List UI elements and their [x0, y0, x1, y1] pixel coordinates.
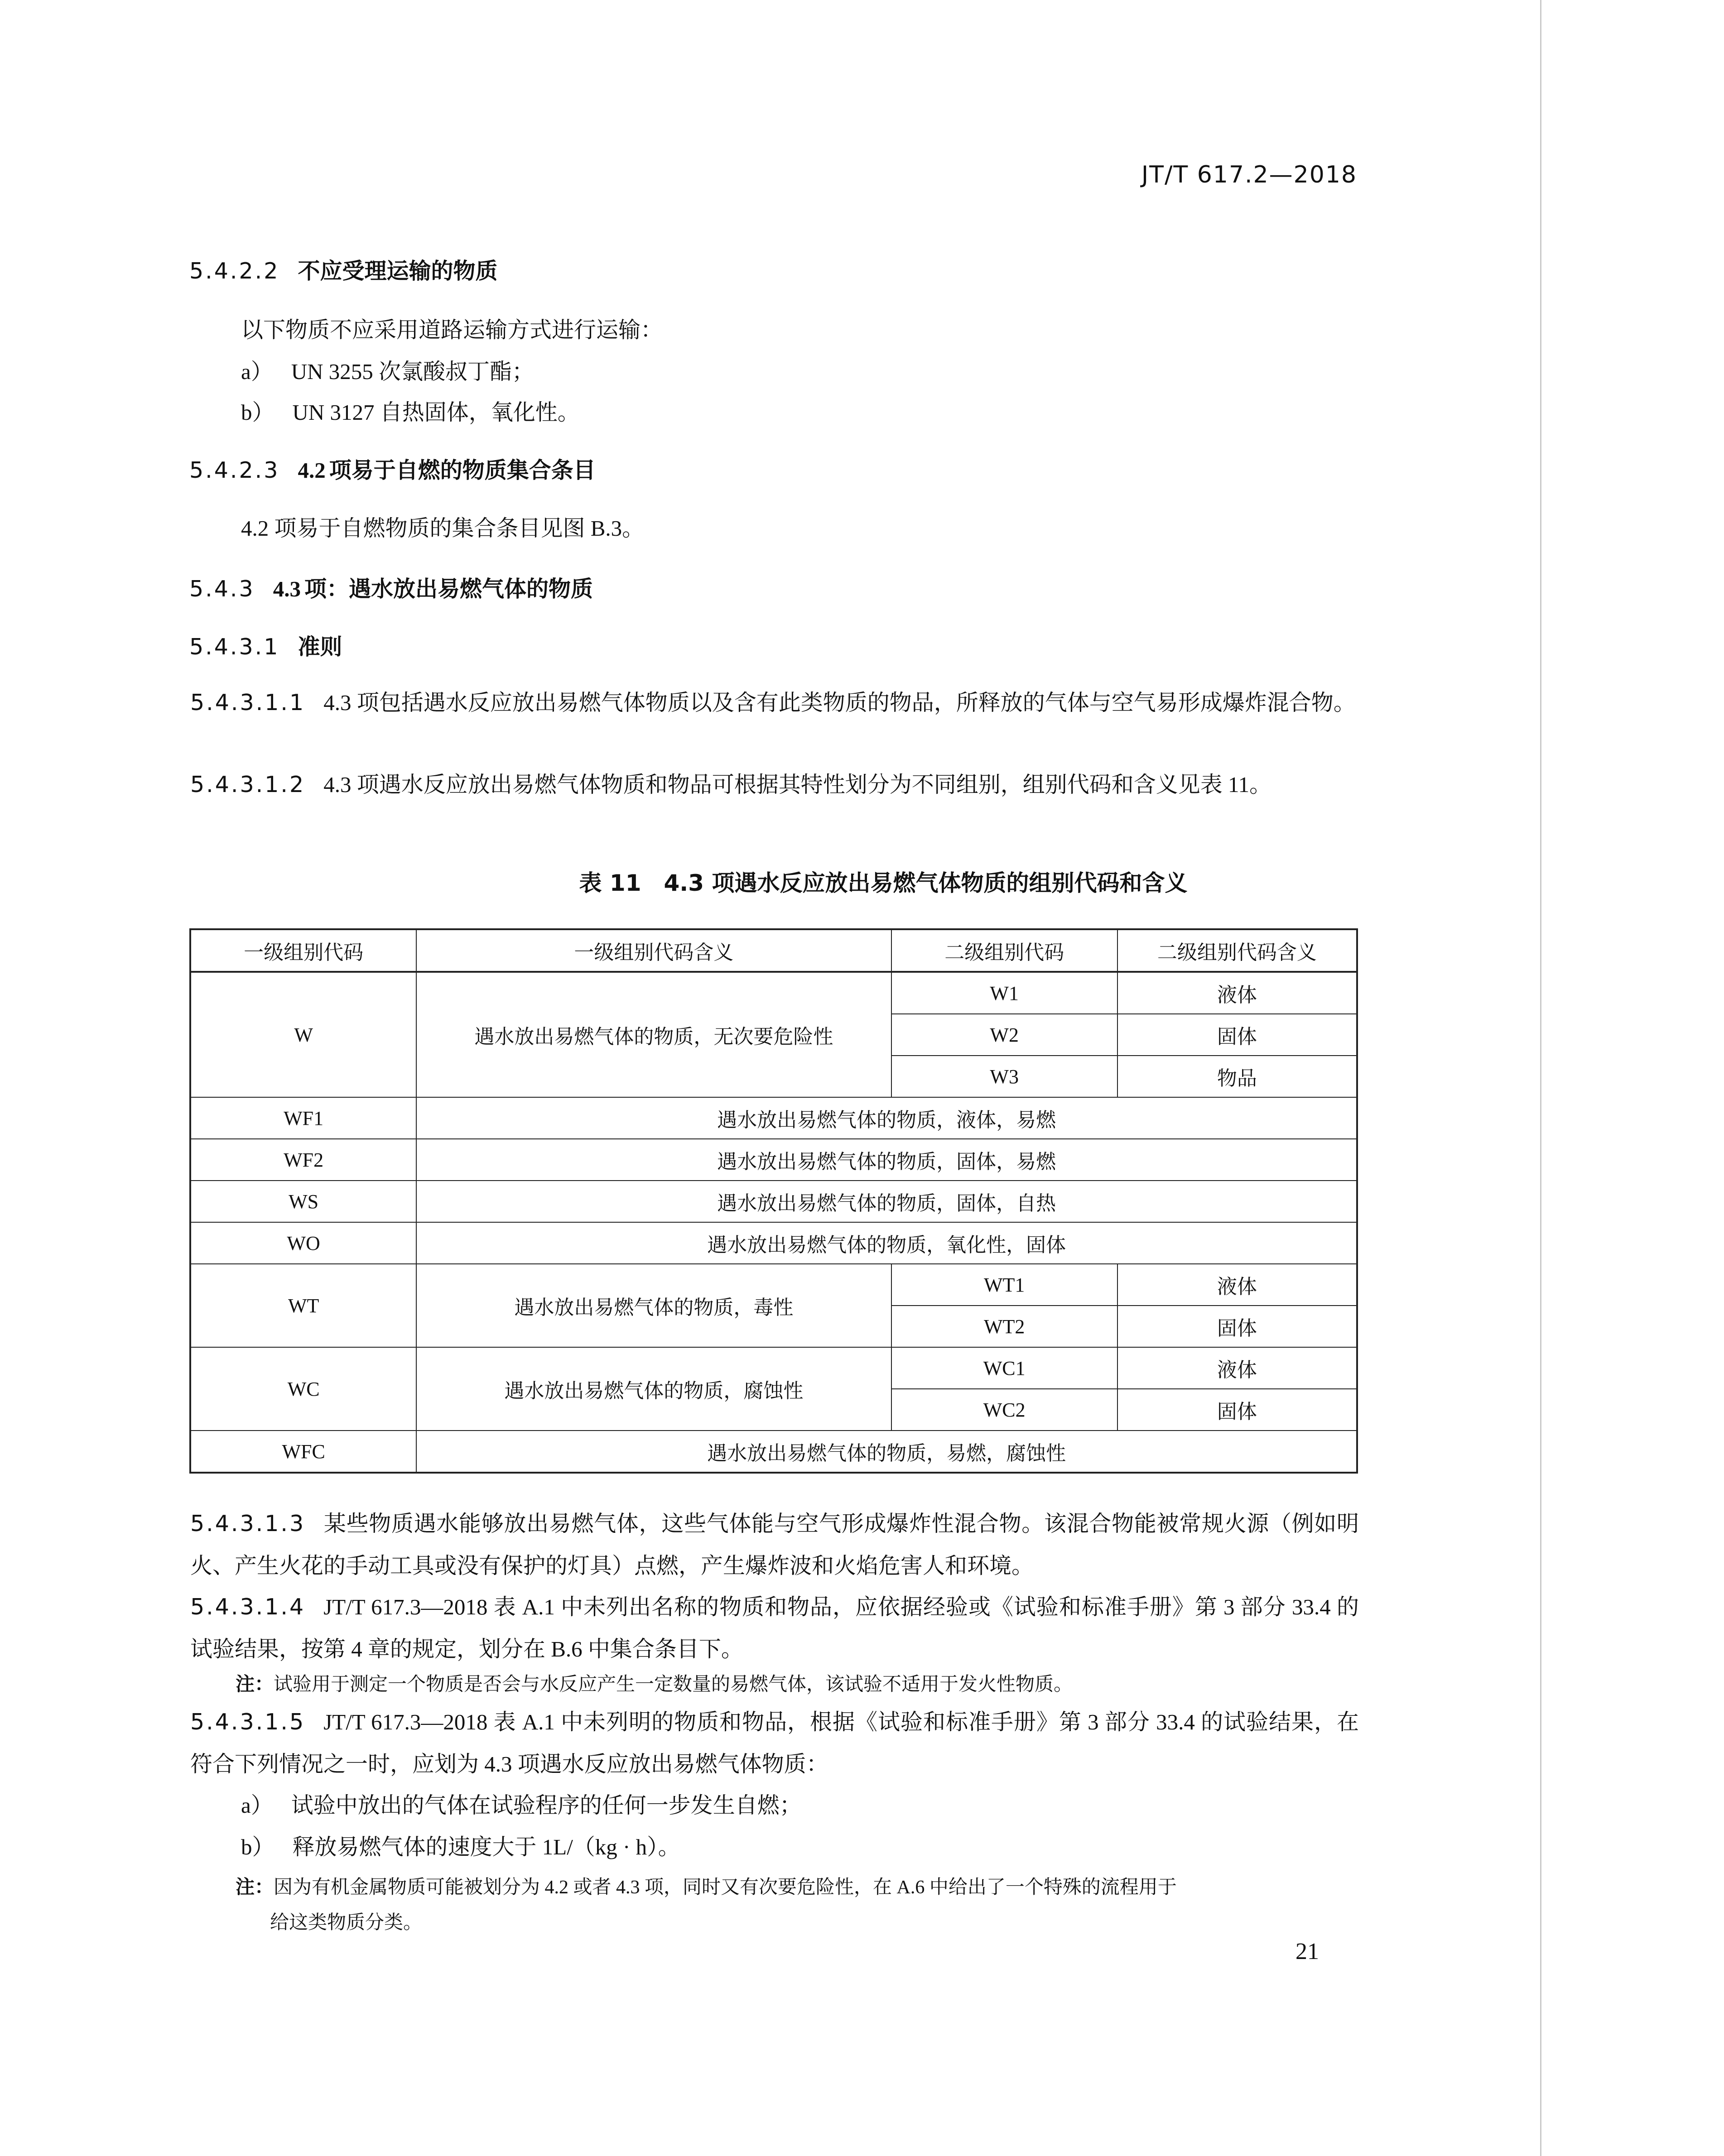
- paragraph-number: 5.4.3.1.2: [190, 772, 306, 797]
- paragraph-text: 4.3 项遇水反应放出易燃气体物质和物品可根据其特性划分为不同组别，组别代码和含义见表 11。: [323, 772, 1272, 797]
- subgroup-meaning-cell: 固体: [1117, 1306, 1357, 1347]
- subgroup-code-cell: WC2: [891, 1389, 1117, 1431]
- group-meaning-cell: 遇水放出易燃气体的物质，固体，自热: [416, 1181, 1357, 1222]
- table-row: [190, 1097, 1357, 1139]
- column-header: 二级组别代码含义: [1117, 929, 1357, 972]
- subgroup-meaning-cell: 液体: [1117, 1347, 1357, 1389]
- section-title: 不应受理运输的物质: [298, 258, 498, 284]
- list-item-label: b）: [241, 1834, 274, 1859]
- column-header: 二级组别代码: [891, 929, 1117, 972]
- table-row: [190, 1264, 1357, 1306]
- group-code-cell: WS: [190, 1181, 416, 1222]
- intro-text: 以下物质不应采用道路运输方式进行运输：: [241, 317, 663, 342]
- paragraph-5-4-3-1-5: [190, 1701, 1359, 1785]
- group-code-cell: WFC: [190, 1431, 416, 1473]
- group-code-cell: WF1: [190, 1097, 416, 1139]
- table-row: [190, 1222, 1357, 1264]
- subgroup-code-cell: W2: [891, 1014, 1117, 1056]
- section-heading-5-4-2-3: [189, 453, 596, 485]
- subgroup-meaning-cell: 物品: [1117, 1056, 1357, 1097]
- section-heading-5-4-3: [189, 571, 593, 603]
- subgroup-code-cell: W3: [891, 1056, 1117, 1097]
- subgroup-meaning-cell: 液体: [1117, 972, 1357, 1014]
- page-edge-divider: [1540, 0, 1541, 2156]
- group-meaning-cell: 遇水放出易燃气体的物质，易燃，腐蚀性: [416, 1431, 1357, 1473]
- table-row: [190, 1181, 1357, 1222]
- group-meaning-cell: 遇水放出易燃气体的物质，液体，易燃: [416, 1097, 1357, 1139]
- subgroup-meaning-cell: 液体: [1117, 1264, 1357, 1306]
- subgroup-meaning-cell: 固体: [1117, 1389, 1357, 1431]
- section-number: 5.4.3.1: [189, 634, 280, 660]
- document-code: JT/T 617.2—2018: [1141, 161, 1357, 188]
- paragraph-5-4-3-1-1: [190, 682, 1359, 724]
- paragraph-text: JT/T 617.3—2018 表 A.1 中未列出名称的物质和物品，应依据经验或《试验和标准手册》第 3 部分 33.4 的试验结果，按第 4 章的规定，划分在 B.6 中集合条目下。: [190, 1594, 1359, 1661]
- group-code-cell: WF2: [190, 1139, 416, 1181]
- table-row: [190, 1139, 1357, 1181]
- group-meaning-cell: 遇水放出易燃气体的物质，氧化性，固体: [416, 1222, 1357, 1264]
- paragraph-number: 5.4.3.1.3: [190, 1511, 306, 1537]
- note-label: 注：: [236, 1876, 274, 1898]
- column-header: 一级组别代码含义: [416, 929, 891, 972]
- section-title: 项易于自燃的物质集合条目: [329, 457, 596, 483]
- paragraph-text: JT/T 617.3—2018 表 A.1 中未列明的物质和物品，根据《试验和标准手册》第 3 部分 33.4 的试验结果，在符合下列情况之一时，应划为 4.3 项遇水反应放出易燃气体物质：: [190, 1709, 1359, 1777]
- paragraph-number: 5.4.3.1.1: [190, 690, 306, 715]
- note: [236, 1869, 1359, 1940]
- column-header: 一级组别代码: [190, 929, 416, 972]
- group-meaning-cell: 遇水放出易燃气体的物质，腐蚀性: [416, 1347, 891, 1431]
- note-text-line: 因为有机金属物质可能被划分为 4.2 或者 4.3 项，同时又有次要危险性，在 A.6 中给出了一个特殊的流程用于: [274, 1877, 1177, 1898]
- section-heading-5-4-3-1: [189, 629, 342, 661]
- table-header-row: [190, 929, 1357, 972]
- section-title: 准则: [298, 634, 342, 660]
- note-label: 注：: [236, 1673, 274, 1695]
- subgroup-code-cell: W1: [891, 972, 1117, 1014]
- list-item-text: 释放易燃气体的速度大于 1L/（kg · h）。: [292, 1834, 680, 1859]
- note-text-line: 给这类物质分类。: [270, 1912, 423, 1933]
- section-text: 4.2 项易于自燃物质的集合条目见图 B.3。: [241, 516, 645, 541]
- note-text: 试验用于测定一个物质是否会与水反应产生一定数量的易燃气体，该试验不适用于发火性物质。: [274, 1674, 1073, 1695]
- page-number: 21: [1295, 1939, 1319, 1964]
- subgroup-code-cell: WT1: [891, 1264, 1117, 1306]
- group-meaning-cell: 遇水放出易燃气体的物质，无次要危险性: [416, 972, 891, 1097]
- section-number: 5.4.2.3: [189, 457, 280, 483]
- group-code-cell: W: [190, 972, 416, 1097]
- paragraph-5-4-3-1-4: [190, 1586, 1359, 1670]
- subgroup-code-cell: WC1: [891, 1347, 1117, 1389]
- section-title: 项：遇水放出易燃气体的物质: [304, 576, 593, 602]
- section-title-number: 4.2: [298, 458, 326, 483]
- list-item: [241, 354, 534, 386]
- subgroup-meaning-cell: 固体: [1117, 1014, 1357, 1056]
- group-code-cell: WC: [190, 1347, 416, 1431]
- paragraph-5-4-3-1-3: [190, 1503, 1359, 1587]
- group-meaning-cell: 遇水放出易燃气体的物质，毒性: [416, 1264, 891, 1347]
- section-heading-5-4-2-2: [189, 254, 497, 285]
- group-code-cell: WO: [190, 1222, 416, 1264]
- paragraph-text: 4.3 项包括遇水反应放出易燃气体物质以及含有此类物质的物品，所释放的气体与空气易形成爆炸混合物。: [323, 690, 1356, 715]
- section-number: 5.4.3: [189, 576, 255, 602]
- subgroup-code-cell: WT2: [891, 1306, 1117, 1347]
- list-item: [241, 395, 580, 427]
- list-item-text: UN 3127 自热固体，氧化性。: [292, 400, 580, 425]
- table-row: [190, 1431, 1357, 1473]
- list-item-label: a）: [241, 359, 273, 384]
- paragraph-5-4-3-1-2: [190, 763, 1359, 806]
- note: [236, 1666, 1073, 1702]
- section-title-number: 4.3: [273, 576, 301, 601]
- paragraph-text: 某些物质遇水能够放出易燃气体，这些气体能与空气形成爆炸性混合物。该混合物能被常规火源（例如明火、产生火花的手动工具或没有保护的灯具）点燃，产生爆炸波和火焰危害人和环境。: [190, 1511, 1359, 1578]
- list-item-label: a）: [241, 1793, 273, 1818]
- list-item-label: b）: [241, 400, 274, 425]
- table-row: [190, 972, 1357, 1014]
- table-row: [190, 1347, 1357, 1389]
- list-item: [241, 1788, 802, 1820]
- list-item: [241, 1829, 680, 1861]
- paragraph-number: 5.4.3.1.4: [190, 1594, 306, 1620]
- list-item-text: UN 3255 次氯酸叔丁酯；: [291, 359, 535, 384]
- group-meaning-cell: 遇水放出易燃气体的物质，固体，易燃: [416, 1139, 1357, 1181]
- group-code-cell: WT: [190, 1264, 416, 1347]
- list-item-text: 试验中放出的气体在试验程序的任何一步发生自燃；: [291, 1793, 802, 1818]
- paragraph-number: 5.4.3.1.5: [190, 1709, 306, 1735]
- group-code-table: [189, 928, 1358, 1474]
- table-caption: 表 11 4.3 项遇水反应放出易燃气体物质的组别代码和含义: [579, 870, 1188, 896]
- section-number: 5.4.2.2: [189, 258, 280, 284]
